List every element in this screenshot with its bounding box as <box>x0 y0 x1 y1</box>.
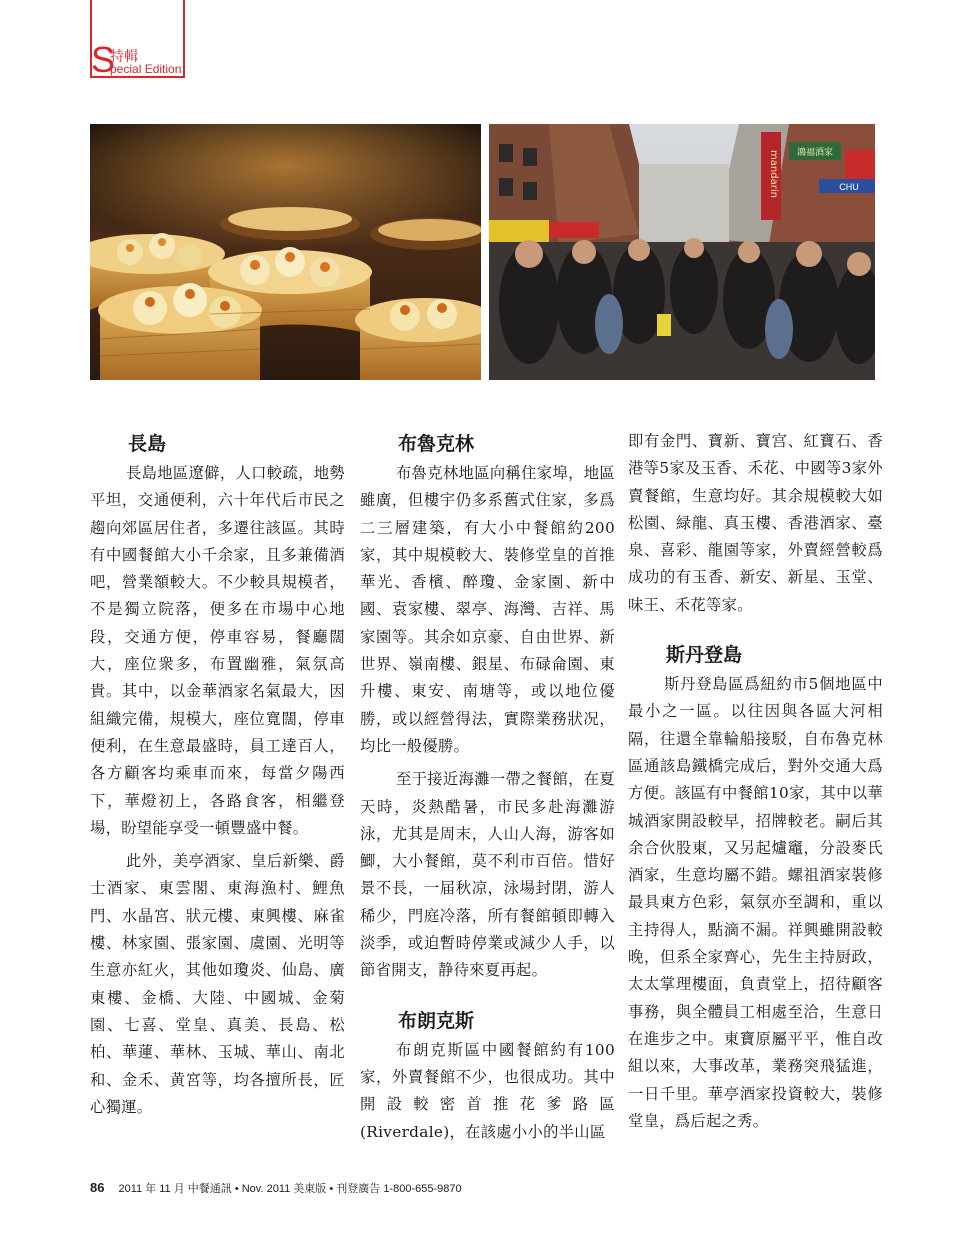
paragraph: 長島地區遼僻，人口較疏，地勢平坦，交通便利，六十年代后市民之趨向郊區居住者，多遷往該區。其時有中國餐館大小千余家，且多兼備酒吧，營業額較大。不少較具規模者，不是獨立院落，便多在市場中心地段，交通方便，停車容易，餐廳闊大，座位衆多，布置幽雅，氣氛高貴。其中，以金華酒家名氣最大，因組織完備，規模大，座位寬闊，停車便利，在生意最盛時，員工達百人，各方顧客均乘車而來，每當夕陽西下，華燈初上，各路食客，相繼登場，盼望能享受一頓豐盛中餐。 <box>90 464 345 837</box>
photo-dim-sum <box>90 124 481 380</box>
heading-bronx: 布朗克斯 <box>398 1009 475 1032</box>
dim-sum-illustration <box>90 124 481 380</box>
section-title-en: pecial Edition <box>110 62 182 76</box>
paragraph: 布魯克林地區向稱住家埠，地區雖廣，但樓宇仍多系舊式住家，多爲二三層建築，有大小中餐館約200家，其中規模較大、裝修堂皇的首推華光、香檳、醉瓊、金家園、新中國、袁家樓、翠亭、海灣、吉祥、馬家園等。其余如京豪、自由世界、新世界、嶺南樓、銀星、布碌侖園、東升樓、東安、南塘等，或以地位優勝，或以經營得法，實際業務狀况，均比一般優勝。 <box>360 464 615 755</box>
svg-text:鴻福酒家: 鴻福酒家 <box>796 148 834 158</box>
paragraph: 即有金門、寶新、寶宫、紅寶石、香港等5家及玉香、禾花、中國等3家外賣餐館，生意均好。其余規模較大如松園、緑龍、真玉樓、香港酒家、臺泉、喜彩、龍園等家，外賣經營較爲成功的有玉香、新安、新星、玉堂、味王、禾花等家。 <box>628 432 883 614</box>
column-1 <box>90 428 345 1121</box>
column-3 <box>628 428 883 1135</box>
section-initial: S <box>91 39 116 80</box>
section-title-zh: 特輯 <box>110 49 138 65</box>
paragraph: 斯丹登島區爲紐約市5個地區中最小之一區。以往因與各區大河相隔，往還全靠輪船接駁，自布魯克林區通該島鐵橋完成后，對外交通大爲方便。該區有中餐館10家，其中以華城酒家開設較早，招牌較老。嗣后其余合伙股東，又另起爐竈，分設麥氏酒家，生意均屬不錯。螺祖酒家裝修最具東方色彩，氣氛亦至調和，重以主持得人，點滴不漏。祥興雖開設較晚，但系全家齊心，先生主持厨政，太太掌理樓面，負責堂上，招待顧客事務，與全體員工相處至洽，生意日在進步之中。東寶原屬平平，惟自改組以來，大事改革，業務突飛猛進，一日千里。華亭酒家投資較大，裝修堂皇，爲后起之秀。 <box>628 675 883 1130</box>
spacer <box>360 985 615 1005</box>
header-rule-right <box>183 0 185 78</box>
footer-text: 2011 年 11 月 中餐通訊 • Nov. 2011 美東版 • 刊登廣告 1-800-655-9870 <box>118 1183 462 1195</box>
paragraph: 此外，美亭酒家、皇后新樂、爵士酒家、東雲閣、東海漁村、鯉魚門、水晶宮、狀元樓、東興樓、麻雀樓、林家園、張家園、虞園、光明等生意亦紅火，其他如瓊炎、仙島、廣東樓、金橋、大陸、中國城、金菊園、七喜、堂皇、真美、長島、松柏、華蓮、華林、玉城、華山、南北和、金禾、黄宮等，均各擅所長，匠心獨運。 <box>90 852 345 1116</box>
paragraph: 布朗克斯區中國餐館約有100家，外賣餐館不少，也很成功。其中開設較密首推花爹路區(Riverdale)，在該處小小的半山區 <box>360 1040 615 1141</box>
street-illustration <box>489 124 875 380</box>
heading-brooklyn: 布魯克林 <box>398 433 475 455</box>
paragraph: 至于接近海灘一帶之餐館，在夏天時，炎熱酷暑，市民多赴海灘游泳，尤其是周末，人山人海，游客如鯽，大小餐館，莫不利市百倍。惜好景不長，一届秋凉，泳場封閉，游人稀少，門庭冷落，所有餐館頓即轉入淡季，或迫暫時停業或減少人手，以節省開支，静待來夏再起。 <box>360 770 615 980</box>
svg-text:CHU: CHU <box>839 182 859 192</box>
heading-long-island: 長島 <box>128 433 167 455</box>
heading-staten-island: 斯丹登島 <box>666 644 743 667</box>
page-number: 86 <box>90 1180 105 1195</box>
page-footer <box>90 1180 462 1196</box>
spacer <box>628 619 883 639</box>
photo-chinatown-street <box>489 124 875 380</box>
column-2 <box>360 428 615 1146</box>
svg-text:mandarin: mandarin <box>768 150 779 198</box>
